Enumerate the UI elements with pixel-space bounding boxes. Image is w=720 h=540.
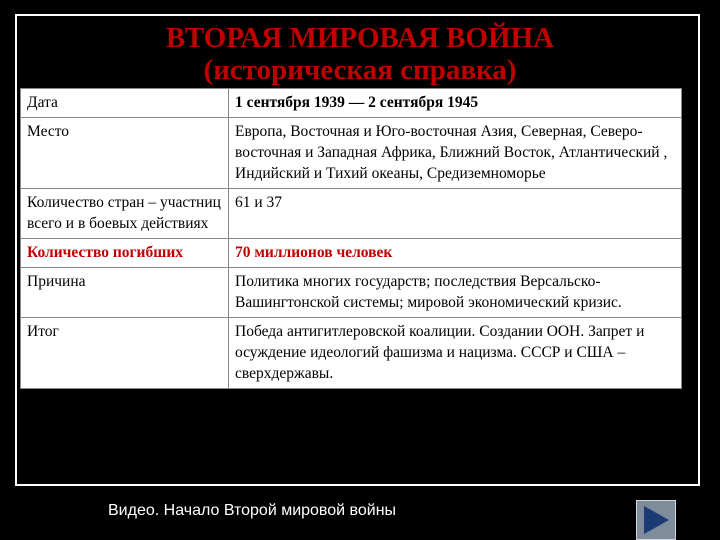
row-value: Политика многих государств; последствия Версальско-Вашингтонской системы; мировой экономический кризис. [229, 268, 682, 318]
row-value: 1 сентября 1939 — 2 сентября 1945 [229, 89, 682, 118]
slide-title [0, 22, 720, 86]
row-label: Количество стран – участниц всего и в боевых действиях [21, 189, 229, 239]
play-icon [637, 501, 675, 539]
title-line-2: (историческая справка) [203, 54, 517, 86]
table-row-casualties [21, 239, 682, 268]
table-row-place [21, 118, 682, 189]
table-row-countries [21, 189, 682, 239]
play-button[interactable] [636, 500, 676, 540]
row-label: Причина [21, 268, 229, 318]
row-value: Европа, Восточная и Юго-восточная Азия, Северная, Северо-восточная и Западная Африка, Ближний Восток, Атлантический , Индийский и Тихий океаны, Средиземноморье [229, 118, 682, 189]
row-label: Дата [21, 89, 229, 118]
info-table [20, 88, 682, 389]
table-row-date [21, 89, 682, 118]
row-value: 70 миллионов человек [229, 239, 682, 268]
row-label: Итог [21, 318, 229, 389]
title-line-1: ВТОРАЯ МИРОВАЯ ВОЙНА [165, 22, 555, 54]
table-row-result [21, 318, 682, 389]
video-link[interactable]: Видео. Начало Второй мировой войны [108, 502, 397, 519]
table-row-cause [21, 268, 682, 318]
row-label: Место [21, 118, 229, 189]
row-value: 61 и 37 [229, 189, 682, 239]
row-label: Количество погибших [21, 239, 229, 268]
row-value: Победа антигитлеровской коалиции. Создании ООН. Запрет и осуждение идеологий фашизма и нацизма. СССР и США – сверхдержавы. [229, 318, 682, 389]
